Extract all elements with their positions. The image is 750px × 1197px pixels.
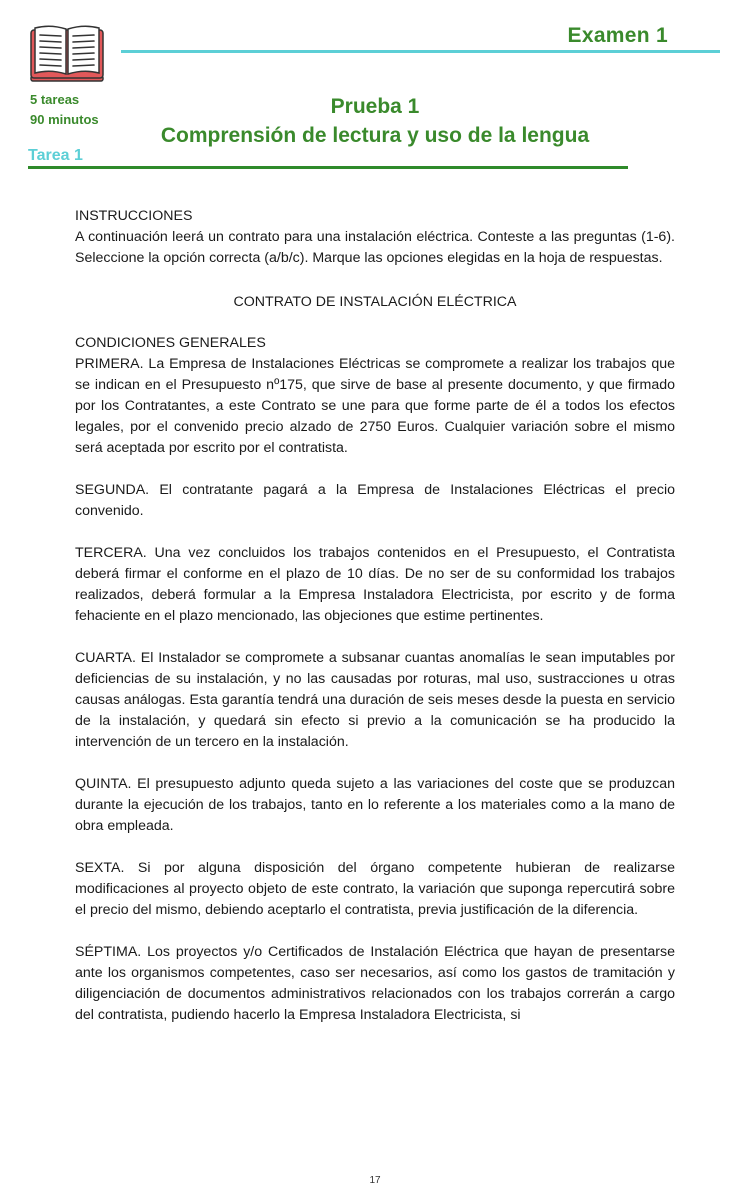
instructions-text: A continuación leerá un contrato para una instalación eléctrica. Conteste a las preguntas (1-6). Seleccione la opción correcta (a/b/c). Marque las opciones elegidas en la hoja de respuestas. bbox=[75, 229, 675, 266]
clause-primera: PRIMERA. La Empresa de Instalaciones Eléctricas se compromete a realizar los trabajos que se indican en el Presupuesto nº175, que sirve de base al presente documento, y que firmado por los Contratantes, a este Contrato se une para que forme parte de él a todos los efectos legales, por el convenido precio alzado de 2750 Euros. Cualquier variación sobre el mismo será aceptada por escrito por el contratista. bbox=[75, 356, 675, 456]
prueba-title: Prueba 1 bbox=[330, 95, 420, 118]
conditions-heading: CONDICIONES GENERALES bbox=[75, 335, 266, 351]
document-body bbox=[75, 206, 675, 1026]
clause-quinta: QUINTA. El presupuesto adjunto queda sujeto a las variaciones del coste que se produzcan durante la ejecución de los trabajos, tanto en lo referente a los materiales como a la mano de obra empleada. bbox=[75, 776, 675, 834]
clause-sexta: SEXTA. Si por alguna disposición del órgano competente hubieran de realizarse modificaciones al proyecto objeto de este contrato, la variación que suponga repercutirá sobre el precio del mismo, debiendo aceptarlo el contratista, previa justificación de la diferencia. bbox=[75, 860, 675, 918]
instructions-heading: INSTRUCCIONES bbox=[75, 208, 193, 224]
clause-septima: SÉPTIMA. Los proyectos y/o Certificados de Instalación Eléctrica que hayan de presentarse ante los organismos competentes, caso ser necesarios, así como los gastos de tramitación y diligenciación de documentos administrativos relacionados con los trabajos correrán a cargo del contratista, pudiendo hacerlo la Empresa Instaladora Electricista, si bbox=[75, 944, 675, 1023]
prueba-subtitle: Comprensión de lectura y uso de la lengua bbox=[160, 124, 590, 147]
section-divider bbox=[28, 166, 628, 169]
clause-segunda: SEGUNDA. El contratante pagará a la Empresa de Instalaciones Eléctricas el precio convenido. bbox=[75, 482, 675, 519]
page-number: 17 bbox=[369, 1175, 381, 1186]
exam-title: Examen 1 bbox=[567, 24, 668, 47]
contract-title: CONTRATO DE INSTALACIÓN ELÉCTRICA bbox=[233, 294, 517, 310]
tasks-count: 5 tareas bbox=[30, 92, 80, 107]
tarea-label: Tarea 1 bbox=[28, 147, 83, 164]
open-book-icon bbox=[28, 22, 106, 84]
clause-tercera: TERCERA. Una vez concluidos los trabajos contenidos en el Presupuesto, el Contratista deberá firmar el conforme en el plazo de 10 días. De no ser de su conformidad los trabajos realizados, deberá formular a la Empresa Instaladora Electricista, por escrito y de forma fehaciente en el plazo mencionado, las objeciones que estime pertinentes. bbox=[75, 545, 675, 624]
duration: 90 minutos bbox=[30, 112, 99, 127]
header-divider bbox=[121, 50, 720, 53]
clause-cuarta: CUARTA. El Instalador se compromete a subsanar cuantas anomalías le sean imputables por deficiencias de su instalación, y no las causadas por roturas, mal uso, sustracciones u otras causas análogas. Esta garantía tendrá una duración de seis meses desde la puesta en servicio de la instalación, y quedará sin efecto si previo a la comunicación se ha producido la intervención de un tercero en la instalación. bbox=[75, 650, 675, 750]
